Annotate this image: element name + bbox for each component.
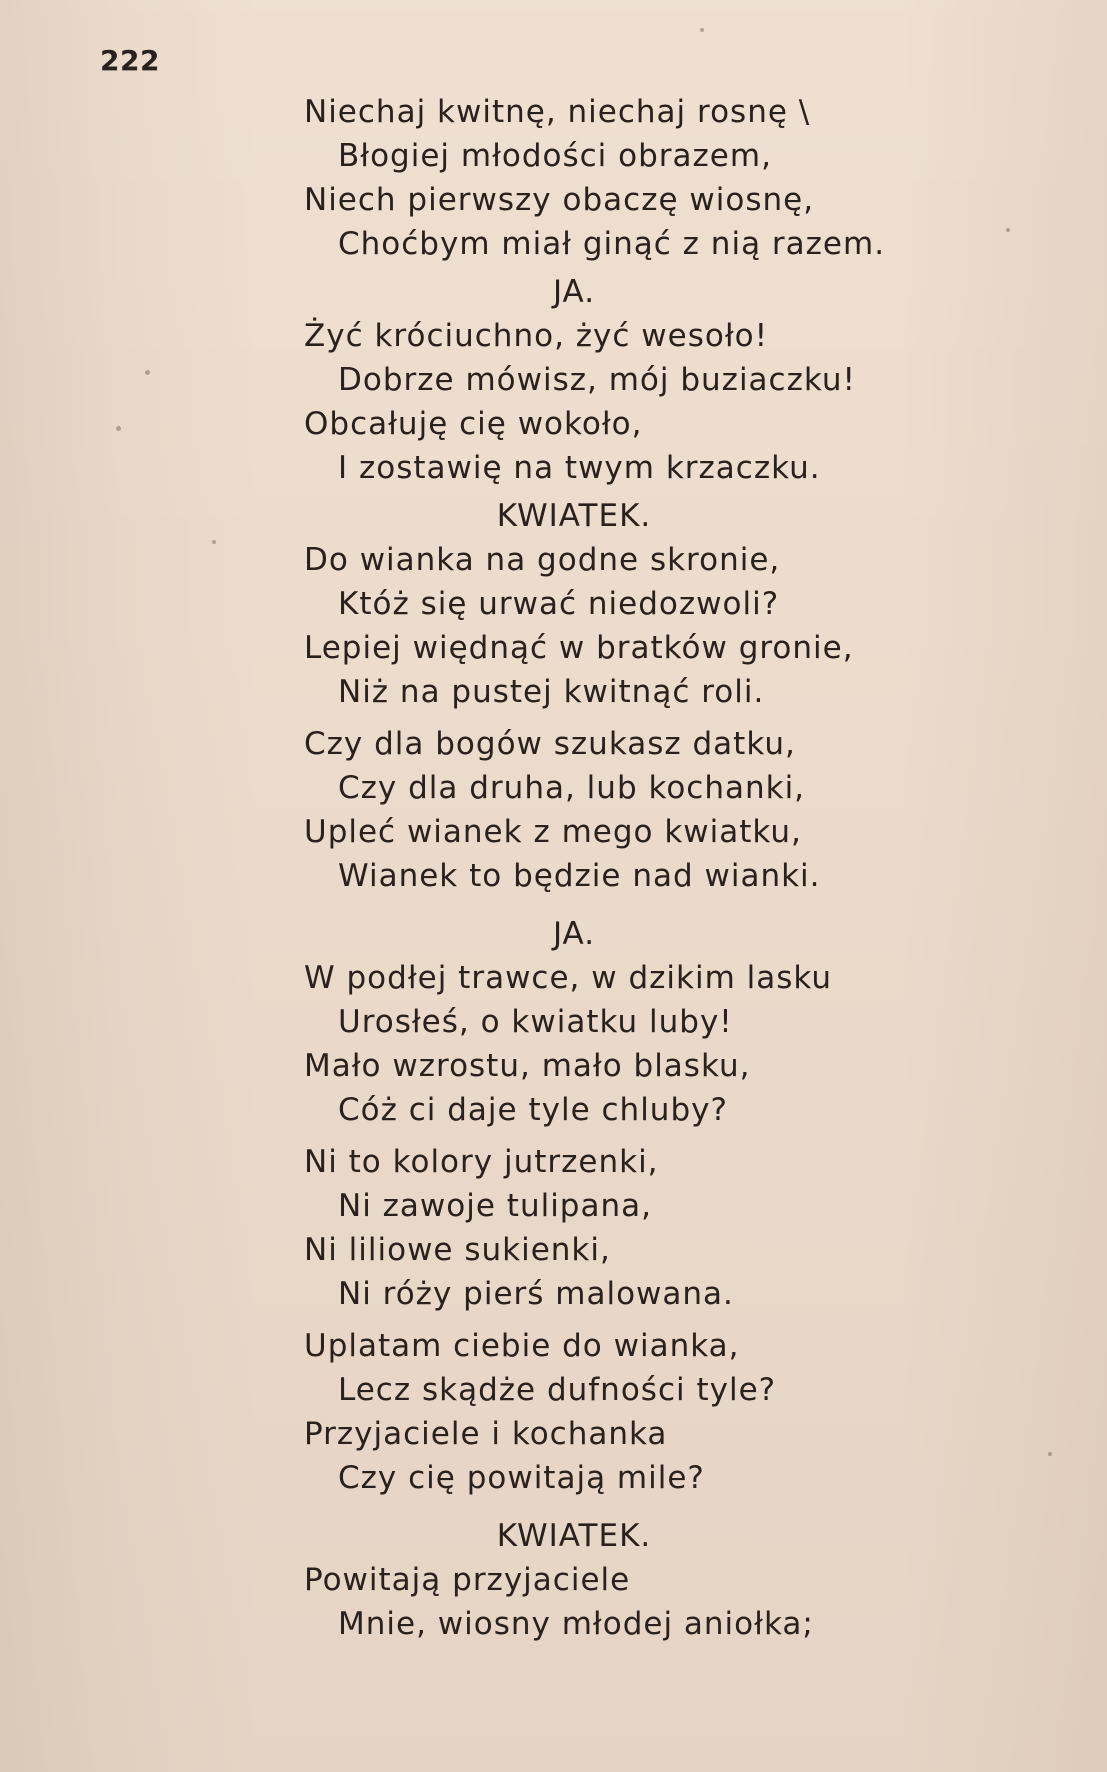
speaker-heading: JA. [552, 274, 596, 310]
paper-speck [116, 426, 121, 431]
poem-line: Żyć króciuchno, żyć wesoło! [304, 318, 769, 354]
speaker-heading: JA. [552, 916, 596, 952]
poem-line: Wianek to będzie nad wianki. [338, 858, 821, 894]
poem-line: Czy dla bogów szukasz datku, [304, 726, 796, 762]
poem-line: Lecz skądże dufności tyle? [338, 1372, 777, 1408]
paper-speck [700, 28, 704, 32]
poem-line: Czy dla druha, lub kochanki, [338, 770, 806, 806]
poem-line: Ni liliowe sukienki, [304, 1232, 611, 1268]
poem-line: Błogiej młodości obrazem, [338, 138, 772, 174]
poem-line: Ni zawoje tulipana, [338, 1188, 652, 1224]
paper-speck [145, 370, 150, 375]
poem-line: Choćbym miał ginąć z nią razem. [338, 226, 886, 262]
paper-speck [212, 540, 216, 544]
paper-speck [1006, 228, 1010, 232]
poem-line: Mnie, wiosny młodej aniołka; [338, 1606, 814, 1642]
speaker-heading: KWIATEK. [496, 498, 652, 534]
poem-line: I zostawię na twym krzaczku. [338, 450, 821, 486]
poem-line: Niż na pustej kwitnąć roli. [338, 674, 765, 710]
poem-line: Urosłeś, o kwiatku luby! [338, 1004, 733, 1040]
poem-line: Któż się urwać niedozwoli? [338, 586, 780, 622]
poem-line: Dobrze mówisz, mój buziaczku! [338, 362, 856, 398]
poem-line: Lepiej więdnąć w bratków gronie, [304, 630, 854, 666]
poem-line: Niechaj kwitnę, niechaj rosnę \ [304, 94, 811, 130]
paper-speck [1048, 1452, 1052, 1456]
poem-line: Czy cię powitają mile? [338, 1460, 705, 1496]
poem-line: Ni to kolory jutrzenki, [304, 1144, 659, 1180]
speaker-heading: KWIATEK. [496, 1518, 652, 1554]
poem-line: Uplatam ciebie do wianka, [304, 1328, 740, 1364]
poem-line: Ni róży pierś malowana. [338, 1276, 734, 1312]
poem-line: Do wianka na godne skronie, [304, 542, 781, 578]
poem-line: Niech pierwszy obaczę wiosnę, [304, 182, 815, 218]
poem-line: Powitają przyjaciele [304, 1562, 631, 1598]
poem-line: Upleć wianek z mego kwiatku, [304, 814, 802, 850]
page-number: 222 [100, 44, 160, 77]
poem-line: Przyjaciele i kochanka [304, 1416, 668, 1452]
poem-line: Obcałuję cię wokoło, [304, 406, 643, 442]
poem-line: W podłej trawce, w dzikim lasku [304, 960, 833, 996]
poem-line: Cóż ci daje tyle chluby? [338, 1092, 728, 1128]
poem-text [304, 90, 1024, 1646]
poem-line: Mało wzrostu, mało blasku, [304, 1048, 751, 1084]
